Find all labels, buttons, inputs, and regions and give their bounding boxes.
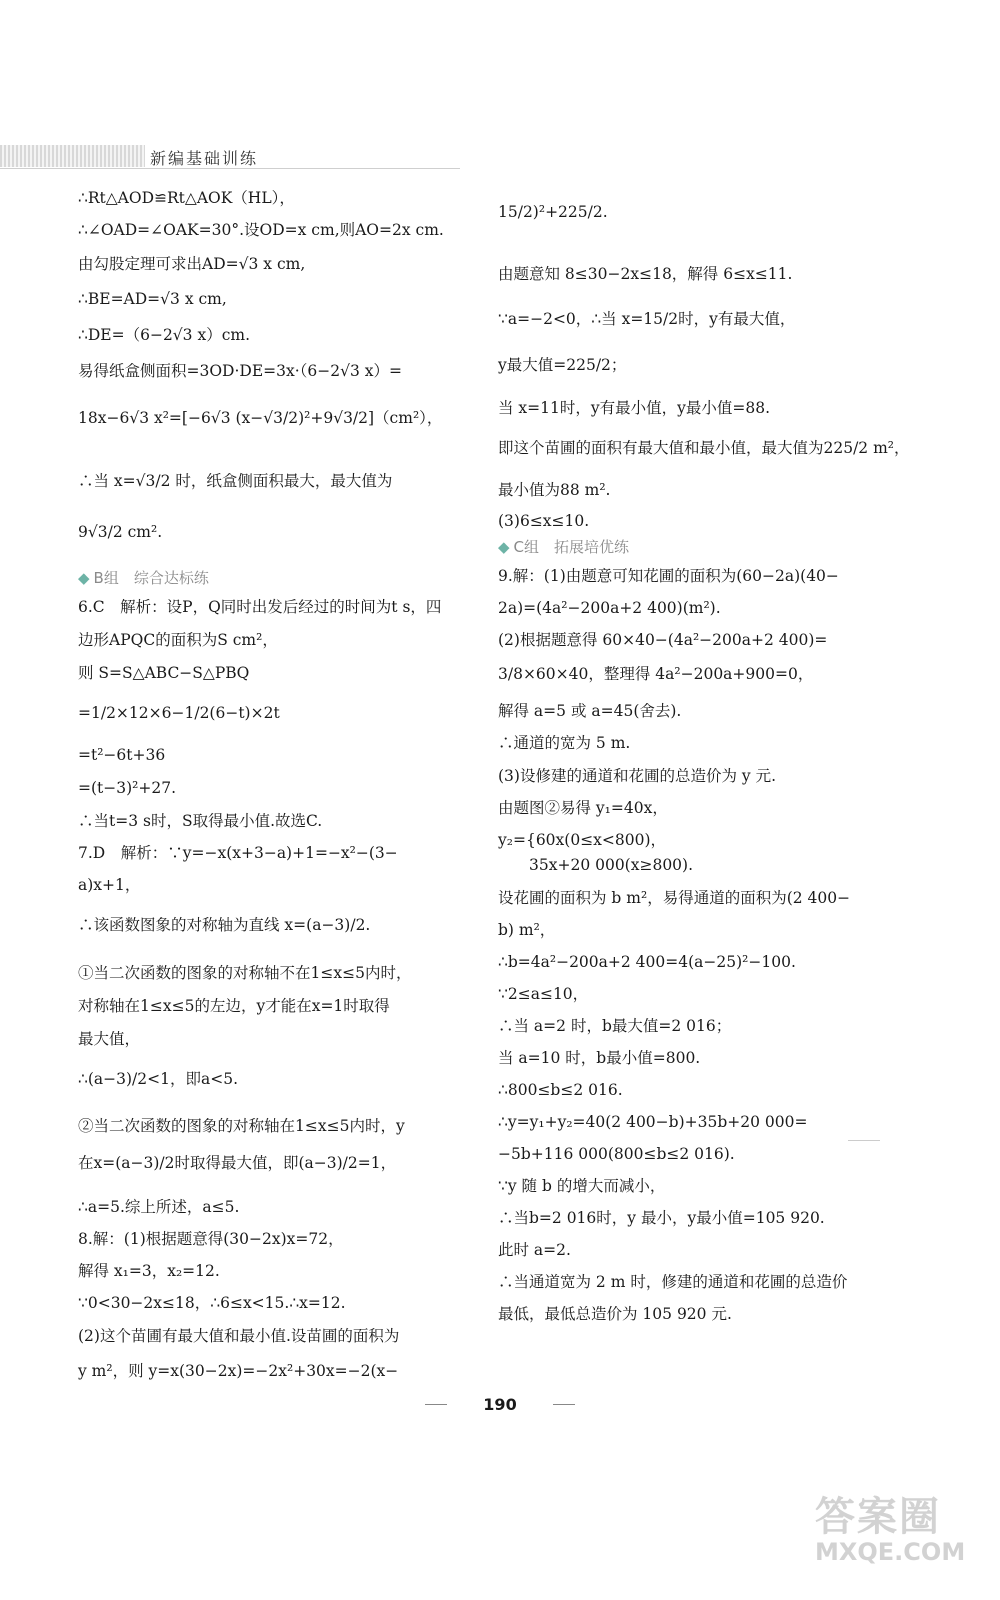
watermark-main: 答案圈 [815, 1494, 941, 1540]
text-line: 边形APQC的面积为S cm²， [78, 631, 278, 649]
text-line: 由勾股定理可求出AD=√3 x cm, [78, 255, 306, 273]
text-line: ②当二次函数的图象的对称轴在1≤x≤5内时，y [78, 1117, 405, 1135]
margin-mark [848, 1140, 880, 1141]
text-line: 对称轴在1≤x≤5的左边，y才能在x=1时取得 [78, 997, 390, 1015]
text-line: (3)6≤x≤10. [498, 512, 590, 530]
text-line: −5b+116 000(800≤b≤2 016). [498, 1145, 735, 1163]
text-line: ∴800≤b≤2 016. [498, 1081, 623, 1099]
text-line: 7.D 解析：∵y=−x(x+3−a)+1=−x²−(3− [78, 844, 398, 862]
text-line: ∴该函数图象的对称轴为直线 x=(a−3)/2. [78, 916, 371, 934]
text-line: 最大值， [78, 1030, 141, 1048]
text-line: ∵2≤a≤10， [498, 985, 589, 1003]
header-decoration [0, 145, 145, 167]
text-line: 9.解：(1)由题意可知花圃的面积为(60−2a)(40− [498, 567, 839, 585]
text-line: ∵y 随 b 的增大而减小， [498, 1177, 666, 1195]
text-line: ∵0<30−2x≤18，∴6≤x<15.∴x=12. [78, 1294, 346, 1312]
text-line: ∴当 a=2 时，b最大值=2 016； [498, 1017, 732, 1035]
text-line: 最小值为88 m². [498, 481, 611, 499]
page-number-dash [553, 1404, 575, 1405]
text-line: 8.解：(1)根据题意得(30−2x)x=72， [78, 1230, 344, 1248]
text-line: 在x=(a−3)/2时取得最大值，即(a−3)/2=1， [78, 1154, 397, 1172]
text-line: 解得 x₁=3，x₂=12. [78, 1262, 220, 1280]
text-line: ①当二次函数的图象的对称轴不在1≤x≤5内时， [78, 964, 412, 982]
text-line: =1/2×12×6−1/2(6−t)×2t [78, 704, 280, 722]
text-line: b) m²， [498, 921, 556, 939]
text-line: ∴当通道宽为 2 m 时，修建的通道和花圃的总造价 [498, 1273, 848, 1291]
section-heading-c [498, 537, 629, 557]
text-line: 9√3/2 cm². [78, 523, 163, 541]
text-line: 6.C 解析：设P，Q同时出发后经过的时间为t s，四 [78, 598, 442, 616]
text-line: =(t−3)²+27. [78, 779, 177, 797]
text-line: ∴(a−3)/2<1，即a<5. [78, 1070, 238, 1088]
text-line: 当 a=10 时，b最小值=800. [498, 1049, 701, 1067]
text-line: y m²，则 y=x(30−2x)=−2x²+30x=−2(x− [78, 1362, 399, 1380]
text-line: (2)根据题意得 60×40−(4a²−200a+2 400)= [498, 631, 828, 649]
text-line: 则 S=S△ABC−S△PBQ [78, 664, 250, 682]
text-line: a)x+1， [78, 876, 141, 894]
text-line: 当 x=11时，y有最小值，y最小值=88. [498, 399, 771, 417]
text-line: ∴a=5.综上所述，a≤5. [78, 1198, 240, 1216]
text-line: ∴b=4a²−200a+2 400=4(a−25)²−100. [498, 953, 796, 971]
page-number-dash [425, 1404, 447, 1405]
text-line: 最低，最低总造价为 105 920 元. [498, 1305, 732, 1323]
text-line: ∴∠OAD=∠OAK=30°.设OD=x cm,则AO=2x cm. [78, 221, 444, 239]
text-line: ∵a=−2<0，∴当 x=15/2时，y有最大值， [498, 310, 796, 328]
text-line: 易得纸盒侧面积=3OD·DE=3x·（6−2√3 x）= [78, 362, 403, 380]
watermark-logo [815, 1495, 965, 1565]
text-line: 2a)=(4a²−200a+2 400)(m²). [498, 599, 721, 617]
text-line: ∴Rt△AOD≌Rt△AOK（HL）， [78, 189, 295, 207]
text-line: 由题图②易得 y₁=40x， [498, 799, 668, 817]
text-line: (3)设修建的通道和花圃的总造价为 y 元. [498, 767, 776, 785]
diamond-icon: ◆ [78, 569, 90, 587]
section-label: B组 综合达标练 [93, 569, 209, 587]
text-line: 此时 a=2. [498, 1241, 571, 1259]
text-line: 解得 a=5 或 a=45(舍去). [498, 702, 682, 720]
text-line: ∴当t=3 s时，S取得最小值.故选C. [78, 812, 323, 830]
text-line: (2)这个苗圃有最大值和最小值.设苗圃的面积为 [78, 1327, 400, 1345]
text-line: 3/8×60×40，整理得 4a²−200a+900=0， [498, 665, 814, 683]
page-number: 190 [483, 1395, 517, 1414]
text-line: ∴DE=（6−2√3 x）cm. [78, 326, 251, 344]
text-line: ∴BE=AD=√3 x cm, [78, 290, 227, 308]
text-line: 设花圃的面积为 b m²，易得通道的面积为(2 400− [498, 889, 851, 907]
text-line: ∴当 x=√3/2 时，纸盒侧面积最大，最大值为 [78, 472, 393, 490]
text-line: 35x+20 000(x≥800). [498, 856, 694, 874]
text-line: 由题意知 8≤30−2x≤18，解得 6≤x≤11. [498, 265, 793, 283]
text-line: =t²−6t+36 [78, 746, 166, 764]
text-line: y₂={60x(0≤x<800)， [498, 831, 667, 849]
text-line: 15/2)²+225/2. [498, 203, 608, 221]
text-line: y最大值=225/2； [498, 356, 627, 374]
text-line: ∴y=y₁+y₂=40(2 400−b)+35b+20 000= [498, 1113, 808, 1131]
section-label: C组 拓展培优练 [513, 538, 630, 556]
section-heading-b [78, 568, 209, 588]
text-line: ∴当b=2 016时，y 最小，y最小值=105 920. [498, 1209, 825, 1227]
text-line: 18x−6√3 x²=[−6√3 (x−√3/2)²+9√3/2]（cm²）， [78, 409, 443, 427]
watermark-sub: MXQE.COM [815, 1538, 966, 1566]
header-rule [0, 168, 460, 169]
diamond-icon: ◆ [498, 538, 510, 556]
book-title: 新编基础训练 [150, 149, 259, 168]
text-line: 即这个苗圃的面积有最大值和最小值，最大值为225/2 m²， [498, 439, 910, 457]
text-line: ∴通道的宽为 5 m. [498, 734, 631, 752]
